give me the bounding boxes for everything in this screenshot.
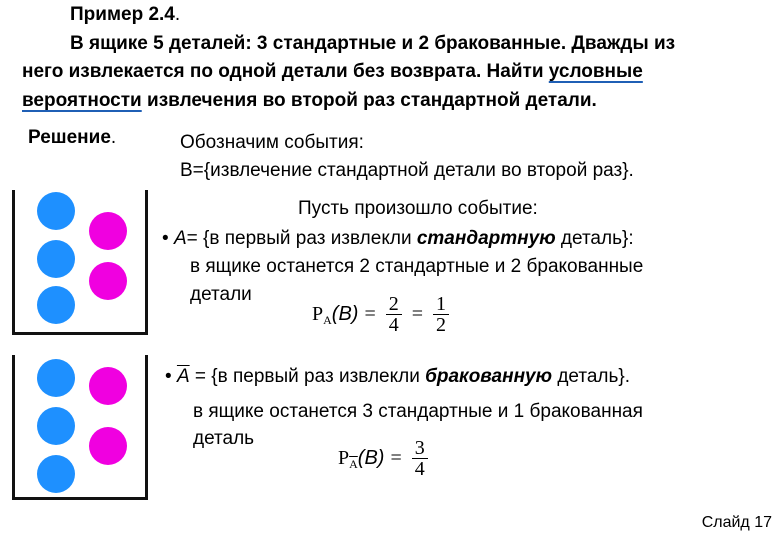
example-title: Пример 2.4. — [70, 4, 181, 25]
problem-line-3: вероятности извлечения во второй раз стандартной детали. — [22, 90, 597, 111]
defective-ball — [89, 212, 127, 250]
problem-line-1: В ящике 5 деталей: 3 стандартные и 2 бракованные. Дважды из — [70, 33, 676, 54]
standard-ball — [37, 359, 75, 397]
standard-ball — [37, 192, 75, 230]
formula-case-a: P A (B) = $\frac{2}{4}$ = $\frac{1}{2}$ — [312, 294, 453, 335]
solution-label: Решение. — [28, 127, 117, 148]
conditional-link-part1[interactable]: условные — [548, 61, 643, 82]
standard-ball — [37, 240, 75, 278]
suppose-label: Пусть произошло событие: — [298, 198, 538, 219]
standard-ball — [37, 286, 75, 324]
defective-ball — [89, 367, 127, 405]
events-label: Обозначим события: — [180, 132, 364, 153]
case-abar-line-3: деталь — [193, 428, 255, 449]
defective-ball — [89, 427, 127, 465]
box-case-a — [12, 190, 148, 335]
box-case-abar — [12, 355, 148, 500]
case-a-line-3: детали — [190, 284, 252, 305]
case-abar-line-1: • $\overline{A} = \{в$ первый раз извлекли бракованную деталь}. — [165, 366, 631, 387]
event-b-definition: B={извлечение стандартной детали во второй раз}. — [180, 160, 634, 181]
case-abar-line-2: в ящике останется 3 стандартные и 1 бракованная — [193, 401, 643, 422]
formula-case-abar: P $\overline{A}$ (B) = $\frac{3}{4}$ — [338, 438, 432, 479]
standard-ball — [37, 407, 75, 445]
case-a-line-1: • A= {в первый раз извлекли стандартную деталь}: — [162, 228, 634, 249]
case-a-line-2: в ящике останется 2 стандартные и 2 бракованные — [190, 256, 644, 277]
standard-ball — [37, 455, 75, 493]
slide-number: Слайд 17 — [701, 514, 772, 531]
problem-line-2: него извлекается по одной детали без возврата. Найти условные — [22, 61, 643, 82]
conditional-link-part2[interactable]: вероятности — [22, 90, 142, 111]
defective-ball — [89, 262, 127, 300]
